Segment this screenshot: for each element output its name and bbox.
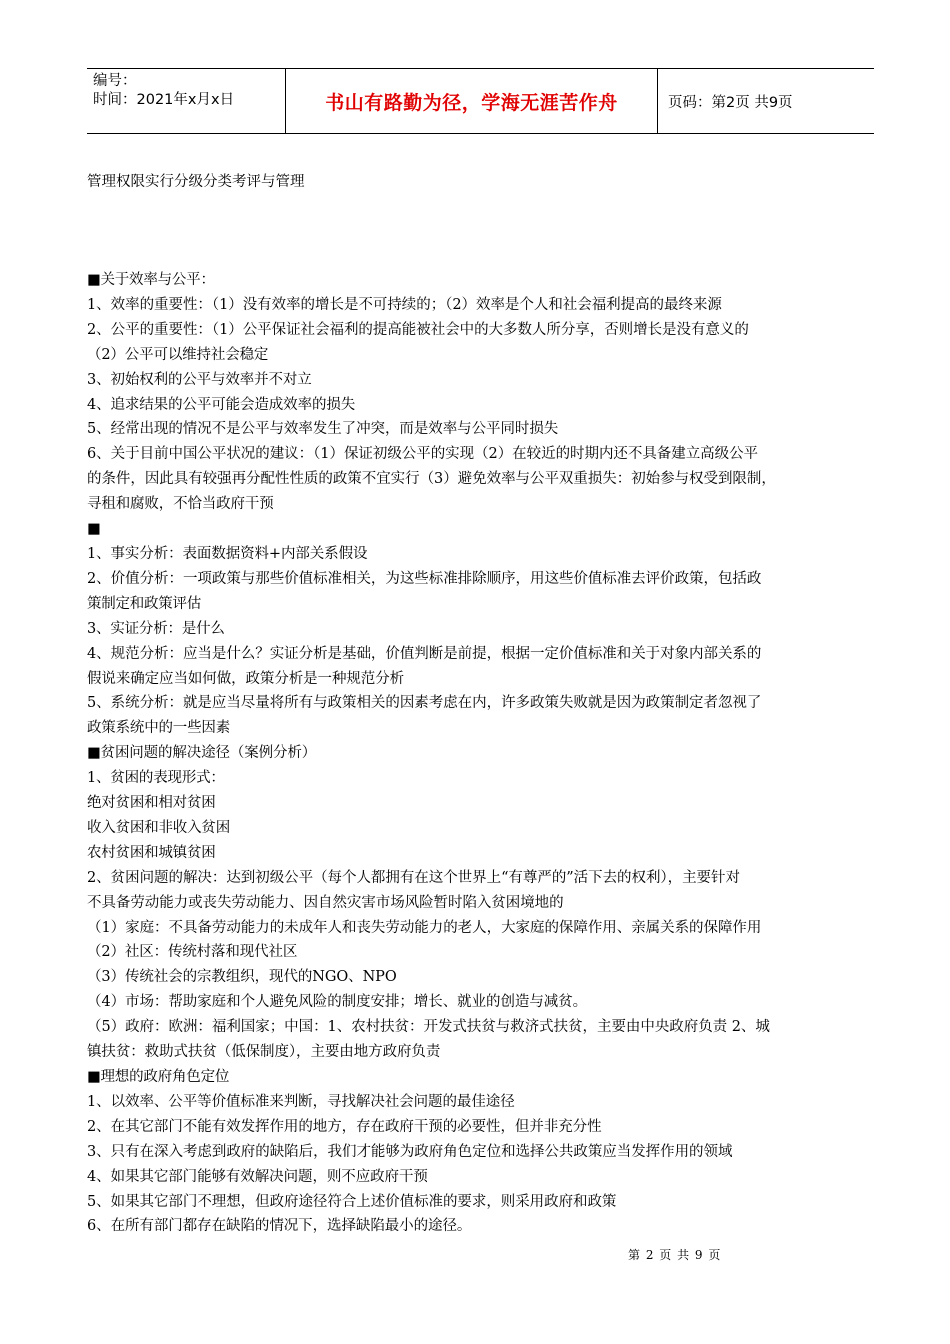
body-line: 政策系统中的一些因素: [87, 720, 230, 737]
body-line: ■关于效率与公平：: [87, 272, 215, 288]
body-line: 3、实证分析：是什么: [87, 620, 225, 637]
body-line: 假说来确定应当如何做，政策分析是一种规范分析: [87, 670, 405, 687]
body-line: ■贫困问题的解决途径（案例分析）: [87, 745, 317, 762]
body-line: 的条件，因此具有较强再分配性性质的政策不宜实行（3）避免效率与公平双重损失：初始参与权受到限制，: [87, 471, 776, 488]
body-line: 收入贫困和非收入贫困: [87, 819, 230, 836]
body-line: （3）传统社会的宗教组织，现代的NGO、NPO: [87, 969, 397, 986]
body-line: 镇扶贫：救助式扶贫（低保制度），主要由地方政府负责: [87, 1044, 441, 1061]
body-line: 不具备劳动能力或丧失劳动能力、因自然灾害市场风险暂时陷入贫困境地的: [87, 894, 564, 911]
body-line: 1、事实分析：表面数据资料+内部关系假设: [87, 545, 368, 562]
body-line: 1、效率的重要性：（1）没有效率的增长是不可持续的；（2）效率是个人和社会福利提高的最终来源: [87, 296, 722, 313]
body-line: （2）公平可以维持社会稳定: [87, 346, 269, 363]
page-header: [87, 68, 874, 134]
body-line: （5）政府：欧洲：福利国家；中国：1、农村扶贫：开发式扶贫与救济式扶贫，主要由中央政府负责 2、城: [87, 1019, 770, 1036]
body-line: （2）社区：传统村落和现代社区: [87, 944, 298, 961]
document-time-label: 时间：2021年x月x日: [93, 92, 235, 108]
document-number-label: 编号：: [93, 73, 137, 89]
body-line: 1、贫困的表现形式：: [87, 770, 225, 787]
body-line: 绝对贫困和相对贫困: [87, 795, 216, 812]
body-line: 5、经常出现的情况不是公平与效率发生了冲突，而是效率与公平同时损失: [87, 421, 559, 438]
body-line: 农村贫困和城镇贫困: [87, 844, 216, 861]
body-line: 6、在所有部门都存在缺陷的情况下，选择缺陷最小的途径。: [87, 1218, 472, 1235]
body-line: 2、价值分析：一项政策与那些价值标准相关，为这些标准排除顺序，用这些价值标准去评价政策，包括政: [87, 570, 762, 587]
document-body: [87, 268, 887, 1239]
body-line: 策制定和政策评估: [87, 595, 201, 612]
body-line: 3、只有在深入考虑到政府的缺陷后，我们才能够为政府角色定位和选择公共政策应当发挥作用的领域: [87, 1143, 733, 1160]
body-line: 2、贫困问题的解决：达到初级公平（每个人都拥有在这个世界上“有尊严的”活下去的权利），主要针对: [87, 869, 740, 886]
body-line: 5、系统分析：就是应当尽量将所有与政策相关的因素考虑在内，许多政策失败就是因为政策制定者忽视了: [87, 695, 762, 712]
document-title: 管理权限实行分级分类考评与管理: [87, 174, 305, 190]
body-line: 4、如果其它部门能够有效解决问题，则不应政府干预: [87, 1168, 428, 1185]
header-page-info: 页码：第2页 共9页: [668, 94, 793, 111]
body-line: 2、在其它部门不能有效发挥作用的地方，存在政府干预的必要性，但并非充分性: [87, 1118, 602, 1135]
body-line: （1）家庭：不具备劳动能力的未成年人和丧失劳动能力的老人，大家庭的保障作用、亲属关系的保障作用: [87, 919, 762, 936]
body-line: 5、如果其它部门不理想，但政府途径符合上述价值标准的要求，则采用政府和政策: [87, 1193, 617, 1210]
body-line: 4、追求结果的公平可能会造成效率的损失: [87, 396, 356, 413]
header-motto: 书山有路勤为径，学海无涯苦作舟: [286, 69, 658, 133]
body-line: 寻租和腐败，不恰当政府干预: [87, 496, 274, 513]
body-line: 3、初始权利的公平与效率并不对立: [87, 371, 312, 388]
body-line: 2、公平的重要性：（1）公平保证社会福利的提高能被社会中的大多数人所分享，否则增长是没有意义的: [87, 321, 749, 338]
body-line: ■理想的政府角色定位: [87, 1069, 230, 1085]
body-line: 4、规范分析：应当是什么？实证分析是基础，价值判断是前提，根据一定价值标准和关于对象内部关系的: [87, 645, 762, 662]
page-footer: 第 2 页 共 9 页: [628, 1248, 722, 1262]
body-line: 6、关于目前中国公平状况的建议：（1）保证初级公平的实现（2）在较近的时期内还不具备建立高级公平: [87, 446, 759, 463]
body-line: 1、以效率、公平等价值标准来判断，寻找解决社会问题的最佳途径: [87, 1093, 515, 1110]
body-line: （4）市场：帮助家庭和个人避免风险的制度安排；增长、就业的创造与减贫。: [87, 994, 588, 1011]
header-meta: [87, 69, 286, 133]
body-line: ■: [87, 521, 99, 538]
